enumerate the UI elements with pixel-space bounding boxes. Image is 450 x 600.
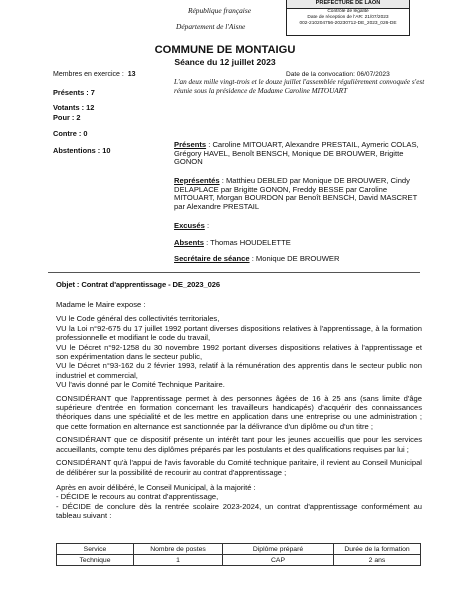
table-header: Diplôme préparé	[223, 544, 334, 555]
represented-list: : Matthieu DEBLED par Monique DE BROUWER, Cindy DELAPLACE par Brigitte GONON, Freddy BESSE par Caroline MITOUART, Morgan BOURDON par Benoît BENSCH, David MASCRET par Alexandre PRESTAIL	[174, 176, 418, 211]
session-title: Séance du 12 juillet 2023	[174, 57, 276, 67]
deliberation-body	[56, 300, 422, 521]
body-paragraph: - DÉCIDE le recours au contrat d'apprentissage,	[56, 492, 219, 502]
republic-heading: République française	[188, 6, 252, 15]
stamp-line: Date de réception de l'AR: 21/07/2023	[307, 15, 389, 21]
abstentions-count: Abstentions : 10	[53, 146, 111, 155]
secretary-label: Secrétaire de séance	[174, 254, 250, 263]
body-paragraph: VU la Loi n°92-675 du 17 juillet 1992 portant diverses dispositions relatives à l'apprentissage, à la formation professionnelle et modifiant le code du travail,	[56, 323, 422, 343]
excused-list: :	[206, 221, 210, 230]
absent-label: Absents	[174, 238, 204, 247]
present-members	[174, 141, 426, 167]
excused-members	[174, 222, 426, 231]
absent-list: : Thomas HOUDELETTE	[206, 238, 291, 247]
members-text: Membres en exercice :	[53, 71, 124, 78]
convocation-date: Date de la convocation: 06/07/2023	[286, 71, 390, 78]
separator	[48, 272, 420, 273]
represented-members	[174, 177, 426, 211]
stamp-line: Contrôle de légalité	[327, 9, 369, 14]
body-paragraph: CONSIDÉRANT que ce dispositif présente un intérêt tant pour les jeunes accueillis que pour les services accueillants, compte tenu des diplômes préparés par les postulants et des qualifications requises par lui ;	[56, 435, 422, 454]
commune-title: COMMUNE DE MONTAIGU	[154, 44, 296, 56]
meeting-intro: L'an deux mille vingt-trois et le douze juillet l'assemblée régulièrement convoquée s'est réunie sous la présidence de Madame Caroline MITOUART	[174, 78, 425, 95]
secretary	[174, 255, 426, 264]
table-row	[57, 555, 421, 566]
table-cell: Technique	[57, 555, 134, 566]
body-paragraph: - DÉCIDE de conclure dès la rentrée scolaire 2023-2024, un contrat d'apprentissage conformément au tableau suivant :	[56, 501, 422, 521]
body-paragraph: VU l'avis donné par le Comité Technique Paritaire.	[56, 380, 225, 390]
secretary-name: : Monique DE BROUWER	[251, 254, 340, 263]
body-paragraph: VU le Décret n°92-1258 du 30 novembre 1992 portant diverses dispositions relatives à l'apprentissage et son expérimentation dans le secteur public,	[56, 342, 422, 362]
table-header: Durée de la formation	[334, 544, 421, 555]
body-paragraph: VU le Code général des collectivités territoriales,	[56, 314, 220, 324]
department-heading: Département de l'Aisne	[176, 22, 246, 31]
body-paragraph: VU le Décret n°93-162 du 2 février 1993, relatif à la rémunération des apprentis dans le secteur public non industriel et commercial,	[56, 361, 422, 380]
table-cell: 1	[134, 555, 223, 566]
body-paragraph: Madame le Maire expose :	[56, 300, 146, 309]
against-count: Contre : 0	[53, 129, 88, 138]
table-header: Service	[57, 544, 134, 555]
present-list: : Caroline MITOUART, Alexandre PRESTAIL, Aymeric COLAS, Grégory HAVEL, Benoît BENSCH, Monique DE BROUWER, Brigitte GONON	[174, 140, 419, 167]
excused-label: Excusés	[174, 221, 205, 230]
apprenticeship-table	[56, 543, 421, 566]
stamp-title: PREFECTURE DE LAON	[287, 0, 409, 9]
body-paragraph: CONSIDÉRANT que l'apprentissage permet à des personnes âgées de 16 à 25 ans (sans limite d'âge supérieure d'entrée en formation concernant les travailleurs handicapés) d'acquérir des connaissances théoriques dans une spécialité et de les mettre en application dans une entreprise ou une administration ; que cette formation en alternance est sanctionnée par la délivrance d'un diplôme ou d'un titre ;	[56, 393, 422, 431]
present-label: Présents	[174, 140, 207, 149]
for-count: Pour : 2	[53, 113, 81, 122]
object-line: Objet : Contrat d'apprentissage - DE_2023_026	[56, 280, 221, 289]
members-value: 13	[127, 71, 136, 78]
voters-count: Votants : 12	[53, 103, 95, 112]
table-header: Nombre de postes	[134, 544, 223, 555]
present-count: Présents : 7	[53, 88, 95, 97]
table-cell: 2 ans	[334, 555, 421, 566]
table-header-row	[57, 544, 421, 555]
members-label	[53, 71, 136, 78]
table-cell: CAP	[223, 555, 334, 566]
prefecture-stamp	[286, 0, 410, 36]
body-paragraph: CONSIDÉRANT qu'à l'appui de l'avis favorable du Comité technique paritaire, il revient au Conseil Municipal de délibérer sur la possibilité de recourir au contrat d'apprentissage ;	[56, 458, 422, 477]
absent-members	[174, 239, 426, 248]
stamp-line: 002-210204756-20230712-DE_2023_026-DE	[299, 21, 397, 27]
represented-label: Représentés	[174, 176, 220, 185]
body-paragraph: Après en avoir délibéré, le Conseil Municipal, à la majorité :	[56, 482, 256, 492]
